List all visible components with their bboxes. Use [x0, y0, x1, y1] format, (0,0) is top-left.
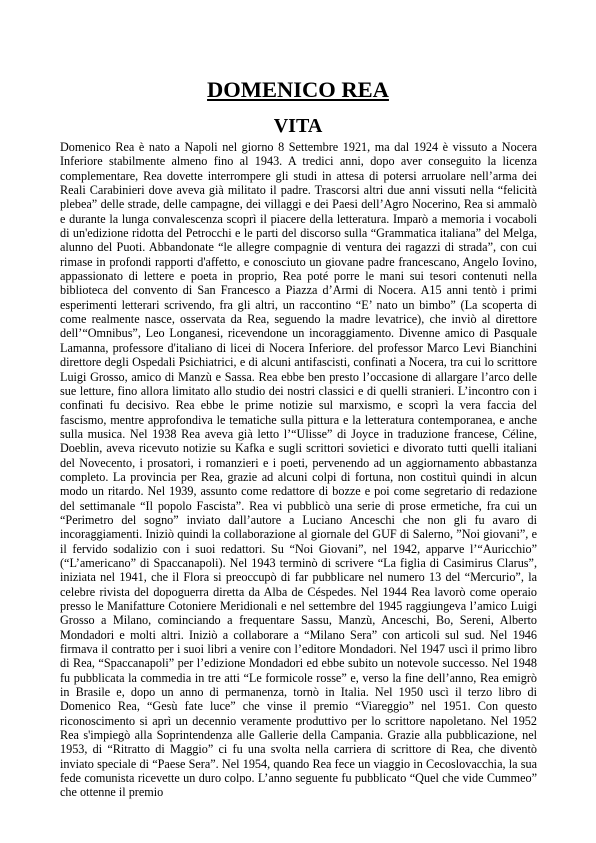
section-heading: VITA	[273, 115, 323, 137]
biography-paragraph: Domenico Rea è nato a Napoli nel giorno 8 Settembre 1921, ma dal 1924 è vissuto a Nocera Inferiore stabilmente almeno fino al 1943. A tredici anni, dopo aver conseguito la licenza complementare, Rea dovette interrompere gli studi in attesa di potersi arruolare nell’arma dei Reali Carabinieri dove aveva già militato il padre. Trascorsi altri due anni vissuti nella “felicità plebea” delle strade, delle campagne, dei villaggi e dei Paesi dell’Agro Nocerino, Rea si ammalò e durante la lunga convalescenza scoprì il piacere della letteratura. Imparò a memoria i vocaboli di un'edizione ridotta del Petrocchi e le parti del discorso sulla “Grammatica italiana” del Melga, alunno del Puoti. Abbandonate “le allegre compagnie di ventura dei ragazzi di strada”, con cui rimase in profondi rapporti d'affetto, e conosciuto un giovane padre francescano, Angelo Iovino, appassionato di lettere e poeta in proprio, Rea poté porre le mani sui tesori contenuti nella biblioteca del convento di San Francesco a Piazza d’Armi di Nocera. A15 anni tentò i primi esperimenti letterari scrivendo, fra gli altri, un raccontino “E’ nato un bimbo” (La scoperta di come realmente nasce, osservata da Rea, seguendo la madre levatrice), che inviò al direttore dell’“Omnibus”, Leo Longanesi, ricevendone un incoraggiamento. Divenne amico di Pasquale Lamanna, professore d'italiano di licei di Nocera Inferiore. del professor Marco Levi Bianchini direttore degli Ospedali Psichiatrici, e di alcuni antifascisti, confinati a Nocera, tra cui lo scrittore Luigi Grosso, amico di Manzù e Sassa. Rea ebbe ben presto l’occasione di allargare l’arco delle sue letture, fino allora limitato allo studio dei nostri classici e di quelli stranieri. L’incontro con i confinati fu decisivo. Rea ebbe le prime notizie sul marxismo, e scoprì la vera faccia del fascismo, mentre approfondiva le tematiche sulla pittura e la letteratura contemporanea, e anche sulla musica. Nel 1938 Rea aveva già letto l’“Ulisse” di Joyce in traduzione francese, Céline, Doeblin, aveva ricevuto notizie su Kafka e sugli scrittori sovietici e divorato tutti quelli italiani del Novecento, i prosatori, i romanzieri e i poeti, pervenendo ad un aggiornamento abbastanza completo. La provincia per Rea, grazie ad alcuni colpi di fortuna, non costituì quindi in alcun modo un ritardo. Nel 1939, assunto come redattore di bozze e poi come segretario di redazione del settimanale “Il popolo Fascista”. Rea vi pubblicò una serie di prose ermetiche, fra cui un “Perimetro del sogno” inviato dall’autore a Luciano Anceschi che non gli fu avaro di incoraggiamenti. Iniziò quindi la collaborazione al giornale del GUF di Salerno, ”Noi giovani”, e il fervido sodalizio con i suoi redattori. Su “Noi Giovani”, nel 1942, apparve l’“Auricchio” (“L’americano” di Spaccanapoli). Nel 1943 terminò di scrivere “La figlia di Casimirus Clarus”, iniziata nel 1941, che il Flora si preoccupò di far pubblicare nel numero 13 del “Mercurio”, la celebre rivista del dopoguerra diretta da Alba de Céspedes. Nel 1944 Rea lavorò come operaio presso le Manifatture Cotoniere Meridionali e nel settembre del 1945 raggiungeva l’amico Luigi Grosso a Milano, cominciando a frequentare Sassu, Manzù, Anceschi, Bo, Sereni, Alberto Mondadori e molti altri. Iniziò a collaborare a “Milano Sera” con articoli sul sud. Nel 1946 firmava il contratto per i suoi libri a venire con l’editore Mondadori. Nel 1947 uscì il primo libro di Rea, “Spaccanapoli” per l’edizione Mondadori ed ebbe subito un notevole successo. Nel 1948 fu pubblicata la commedia in tre atti “Le formicole rosse” e, verso la fine dell’anno, Rea emigrò in Brasile e, dopo un anno di permanenza, tornò in Italia. Nel 1950 uscì il terzo libro di Domenico Rea, “Gesù fate luce” che vinse il premio “Viareggio” nel 1951. Con questo riconoscimento si aprì un decennio veramente produttivo per lo scrittore napoletano. Nel 1952 Rea s'impiegò alla Soprintendenza alle Gallerie della Campania. Grazie alla pubblicazione, nel 1953, di “Ritratto di Maggio” ci fu una svolta nella carriera di scrittore di Rea, che diventò inviato speciale di “Paese Sera”. Nel 1954, quando Rea fece un viaggio in Cecoslovacchia, la sua fede comunista ricevette un duro colpo. L’anno seguente fu pubblicato “Quel che vide Cummeo” che ottenne il premio	[60, 140, 537, 800]
document-title: DOMENICO REA	[207, 77, 389, 102]
